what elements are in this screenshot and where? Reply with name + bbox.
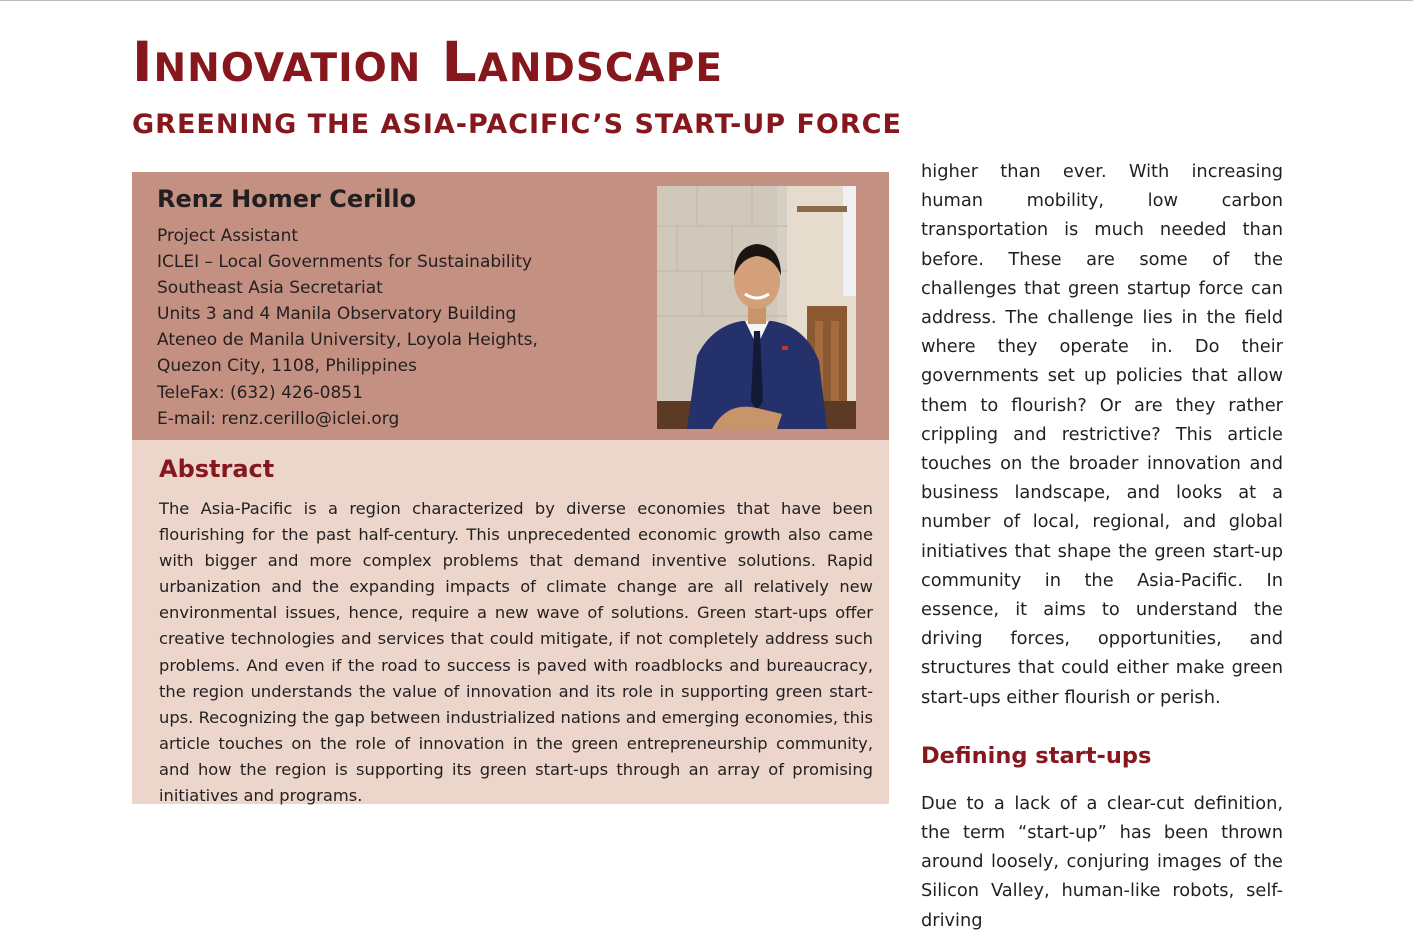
section-heading-defining-start-ups: Defining start-ups <box>921 742 1152 769</box>
article-body-column <box>921 157 1283 935</box>
body-paragraph-1: higher than ever. With increasing human mobility, low carbon transportation is much needed than before. These are some of the challenges that green startup force can address. The challenge lies in the field where they operate in. Do their governments set up policies that allow them to flourish? Or are they rather crippling and restrictive? This article touches on the broader innovation and business landscape, and looks at a number of local, regional, and global initiatives that shape the green start-up community in the Asia-Pacific. In essence, it aims to understand the driving forces, opportunities, and structures that could either make green start-ups either flourish or perish. <box>921 161 1283 708</box>
author-address-line-3: Quezon City, 1108, Philippines <box>157 356 417 377</box>
author-name: Renz Homer Cerillo <box>157 185 417 213</box>
abstract-heading: Abstract <box>159 455 275 483</box>
page-title: Innovation Landscape <box>132 30 723 94</box>
abstract-text: The Asia-Pacific is a region characterized by diverse economies that have been flourishing for the past half-century. This unprecedented economic growth also came with bigger and more complex problems that demand inventive solutions. Rapid urbanization and the expanding impacts of climate change are all relatively new environmental issues, hence, require a new wave of solutions. Green start-ups offer creative technologies and services that could mitigate, if not completely address such problems. And even if the road to success is paved with roadblocks and bureaucracy, the region understands the value of innovation and its role in supporting green start-ups. Recognizing the gap between industrialized nations and emerging economies, this article touches on the role of innovation in the green entrepreneurship community, and how the region is supporting its green start-ups through an array of promising initiatives and programs. <box>159 499 873 806</box>
author-telefax: TeleFax: (632) 426-0851 <box>157 382 363 403</box>
author-email[interactable]: E-mail: renz.cerillo@iclei.org <box>157 408 400 429</box>
author-photo <box>657 186 856 429</box>
author-secretariat: Southeast Asia Secretariat <box>157 278 383 299</box>
author-info-box <box>132 172 889 440</box>
page-subtitle: GREENING THE ASIA-PACIFIC’S START-UP FORCE <box>132 109 902 140</box>
author-details <box>157 223 538 432</box>
author-address-line-2: Ateneo de Manila University, Loyola Heights, <box>157 330 538 351</box>
top-rule <box>0 0 1413 1</box>
author-position: Project Assistant <box>157 226 299 246</box>
body-paragraph-2: Due to a lack of a clear-cut definition, the term “start-up” has been thrown around loosely, conjuring images of the Silicon Valley, human-like robots, self-driving <box>921 792 1283 931</box>
abstract-box <box>132 440 889 804</box>
author-address-line-1: Units 3 and 4 Manila Observatory Building <box>157 304 517 325</box>
author-organization: ICLEI – Local Governments for Sustainability <box>157 252 533 273</box>
